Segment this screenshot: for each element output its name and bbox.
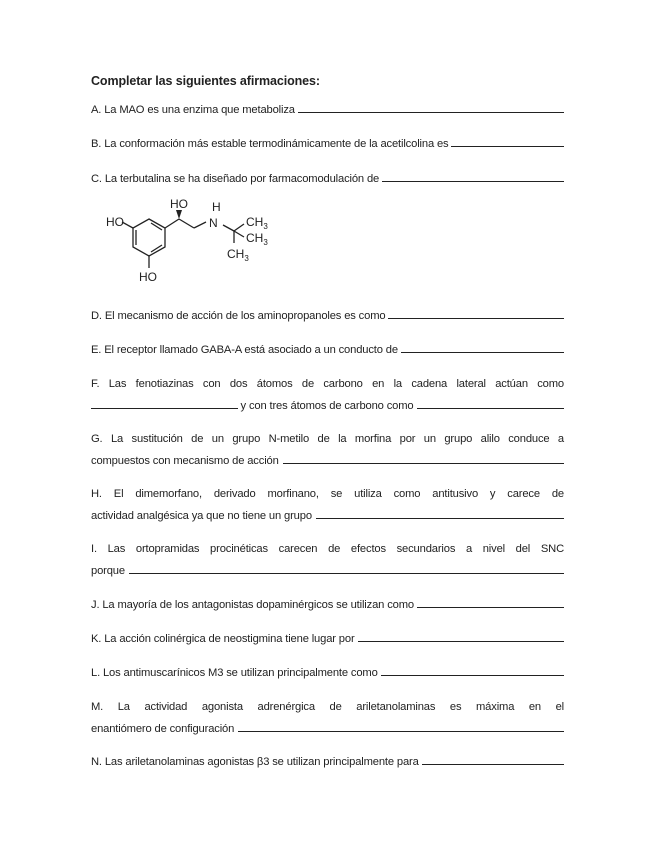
statement-f-text-2: y con tres átomos de carbono como [240,400,414,412]
statement-l-text: L. Los antimuscarínicos M3 se utilizan principalmente como [91,667,378,679]
ho-left-label: HO [106,215,124,229]
statement-n [91,751,564,773]
worksheet-title: Completar las siguientes afirmaciones: [91,74,320,88]
statement-m-text-2: enantiómero de configuración [91,723,235,735]
statement-m-line-2 [91,718,564,740]
statement-n-text: N. Las ariletanolaminas agonistas β3 se utilizan principalmente para [91,756,419,768]
answer-blank-a[interactable] [298,111,564,113]
statement-c [91,168,564,190]
statement-h [91,483,564,527]
statement-i-text-2: porque [91,565,125,577]
statement-g-line-1: G. La sustitución de un grupo N-metilo de la morfina por un grupo alilo conduce a [91,433,564,445]
methyl-2-label: $CH_3$ [246,231,268,247]
statement-g-line-2 [91,450,564,472]
statement-h-line-1: H. El dimemorfano, derivado morfinano, se utiliza como antitusivo y carece de [91,488,564,500]
statement-k-text: K. La acción colinérgica de neostigmina tiene lugar por [91,633,355,645]
statement-d [91,305,564,327]
statement-k [91,628,564,650]
ho-top-label: HO [170,197,188,211]
statement-c-text: C. La terbutalina se ha diseñado por farmacomodulación de [91,173,380,185]
answer-blank-k[interactable] [358,640,564,642]
methyl-3-label: $CH_3$ [227,247,249,263]
statement-j-text: J. La mayoría de los antagonistas dopaminérgicos se utilizan como [91,599,414,611]
answer-blank-d[interactable] [388,317,564,319]
answer-blank-e[interactable] [401,351,564,353]
answer-blank-i[interactable] [129,572,564,574]
statement-f-line-2 [91,395,564,417]
statement-m-line-1: M. La actividad agonista adrenérgica de ariletanolaminas es máxima en el [91,701,564,713]
answer-blank-f-2[interactable] [417,407,564,409]
answer-blank-h[interactable] [316,517,564,519]
statement-g-text-2: compuestos con mecanismo de acción [91,455,279,467]
statement-b-text: B. La conformación más estable termodinámicamente de la acetilcolina es [91,138,449,150]
statement-b [91,133,564,155]
answer-blank-n[interactable] [422,763,564,765]
statement-f-line-1: F. Las fenotiazinas con dos átomos de carbono en la cadena lateral actúan como [91,378,564,390]
statement-h-line-2 [91,505,564,527]
methyl-1-label: $CH_3$ [246,215,268,231]
statement-i-line-2 [91,560,564,582]
answer-blank-l[interactable] [381,674,564,676]
statement-m [91,696,564,740]
statement-i [91,538,564,582]
ho-bottom-label: HO [139,270,157,284]
statement-l [91,662,564,684]
statement-e [91,339,564,361]
answer-blank-c[interactable] [382,180,564,182]
statement-i-line-1: I. Las ortopramidas procinéticas carecen de efectos secundarios a nivel del SNC [91,543,564,555]
answer-blank-f-1[interactable] [91,407,238,409]
answer-blank-g[interactable] [283,462,564,464]
amine-h-label: H [212,200,221,214]
answer-blank-j[interactable] [417,606,564,608]
statement-j [91,594,564,616]
statement-e-text: E. El receptor llamado GABA-A está asociado a un conducto de [91,344,398,356]
statement-d-text: D. El mecanismo de acción de los aminopropanoles es como [91,310,386,322]
answer-blank-m[interactable] [238,730,564,732]
statement-h-text-2: actividad analgésica ya que no tiene un grupo [91,510,312,522]
statement-a-text: A. La MAO es una enzima que metaboliza [91,104,295,116]
terbutaline-structure-drawing [91,197,291,293]
amine-n-label: N [209,216,218,230]
answer-blank-b[interactable] [451,145,564,147]
statement-g [91,428,564,472]
terbutaline-structure [91,197,291,293]
statement-a [91,99,564,121]
statement-f [91,373,564,417]
